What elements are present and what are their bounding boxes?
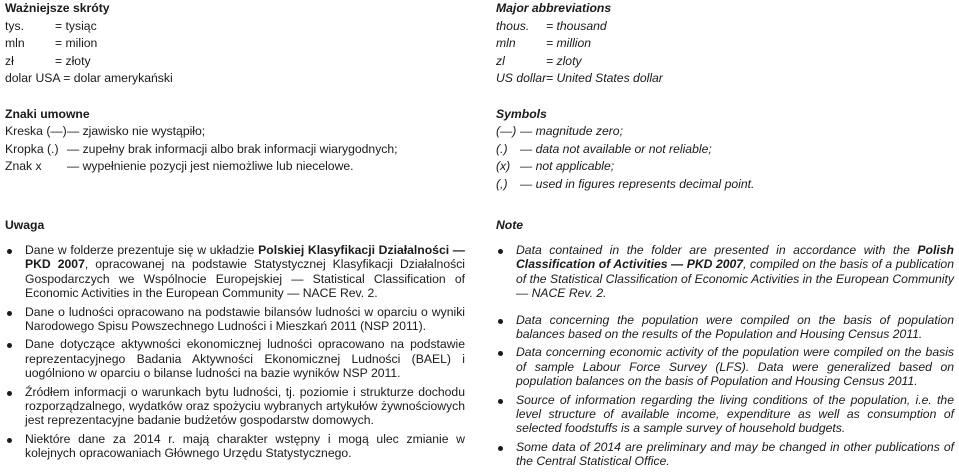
list-item: Some data of 2014 are preliminary and may be changed in other publications of the Central Statistical Office. <box>496 440 954 469</box>
list-item: Dane w folderze prezentuje się w układzie Polskiej Klasyfikacji Działalności — PKD 2007, opracowanej na podstawie Statystycznej Klasyfikacji Działalności Gospodarczych we Wspólnocie Europejskiej — Statistical Classification of Economic Activities in the European Community — NACE Rev. 2. <box>5 243 465 301</box>
abbreviations-en-title: Major abbreviations <box>496 1 612 15</box>
abbr-row: dolar USA = dolar amerykański <box>5 71 173 86</box>
list-item: Source of information regarding the living conditions of the population, i.e. the level structure of available income, expenditure as well as consumption of selected foodstuffs is a sample survey of household budgets. <box>496 393 954 436</box>
abbreviations-pl <box>5 0 475 176</box>
list-item: Dane dotyczące aktywności ekonomicznej ludności opracowano na podstawie reprezentacyjnego Badania Aktywności Ekonomicznej Ludności (BAEL) i uogólniono w oparciu o bilanse ludności na bazie wyników NSP 2011. <box>5 337 465 380</box>
symbols-en-title: Symbols <box>496 106 547 121</box>
list-item: Data concerning economic activity of the population were compiled on the basis of sample Labour Force Survey (LFS). Data were generalized based on population balances on the basis of Population and Housing Census 2011. <box>496 345 954 388</box>
list-item: Data concerning the population were compiled on the basis of population balances based on the results of the Population and Housing Census 2011. <box>496 313 954 342</box>
symbol-row: (—) — magnitude zero; <box>496 124 623 139</box>
symbol-row: Kropka (.) — zupełny brak informacji albo brak informacji wiarygodnych; <box>5 141 398 156</box>
symbol-row: Kreska (—) — zjawisko nie wystąpiło; <box>5 124 206 139</box>
symbol-row: (x) — not applicable; <box>496 159 615 174</box>
abbr-row: tys. = tysiąc <box>5 18 97 33</box>
abbreviations-pl-title: Ważniejsze skróty <box>5 1 110 15</box>
list-item: Niektóre dane za 2014 r. mają charakter wstępny i mogą ulec zmianie w kolejnych opracowaniach Głównego Urzędu Statystycznego. <box>5 432 465 461</box>
symbol-row: (,) — used in figures represents decimal point. <box>496 176 755 191</box>
list-item: Data contained in the folder are presented in accordance with the Polish Classification of Activities — PKD 2007, compiled on the basis of a publication of the Statistical Classification of Economic Activities in the European Community — NACE Rev. 2. <box>496 243 954 301</box>
abbr-row: zł = złoty <box>5 53 91 68</box>
abbr-row: mln = million <box>496 36 592 51</box>
abbr-row: zl = zloty <box>496 53 582 68</box>
list-item: Źródłem informacji o warunkach bytu ludności, tj. poziomie i strukturze dochodu rozporządzalnego, wydatków oraz spożyciu wybranych artykułów żywnościowych jest reprezentacyjne badanie budżetów gospodarstw domowych. <box>5 385 465 428</box>
abbreviations-en <box>496 0 954 194</box>
uwaga-list <box>5 243 465 465</box>
list-item: Dane o ludności opracowano na podstawie bilansów ludności w oparciu o wyniki Narodowego Spisu Powszechnego Ludności i Mieszkań 2011 (NSP 2011). <box>5 305 465 334</box>
note-list <box>496 243 954 473</box>
symbol-row: Znak x — wypełnienie pozycji jest niemożliwe lub niecelowe. <box>5 159 354 174</box>
uwaga-title: Uwaga <box>5 218 45 232</box>
note-title: Note <box>496 218 524 232</box>
symbol-row: (.) — data not available or not reliable; <box>496 141 712 156</box>
abbr-row: thous. = thousand <box>496 18 607 33</box>
symbols-pl-title: Znaki umowne <box>5 106 90 121</box>
abbr-row: mln = milion <box>5 36 98 51</box>
abbr-row: US dollar = United States dollar <box>496 71 663 86</box>
